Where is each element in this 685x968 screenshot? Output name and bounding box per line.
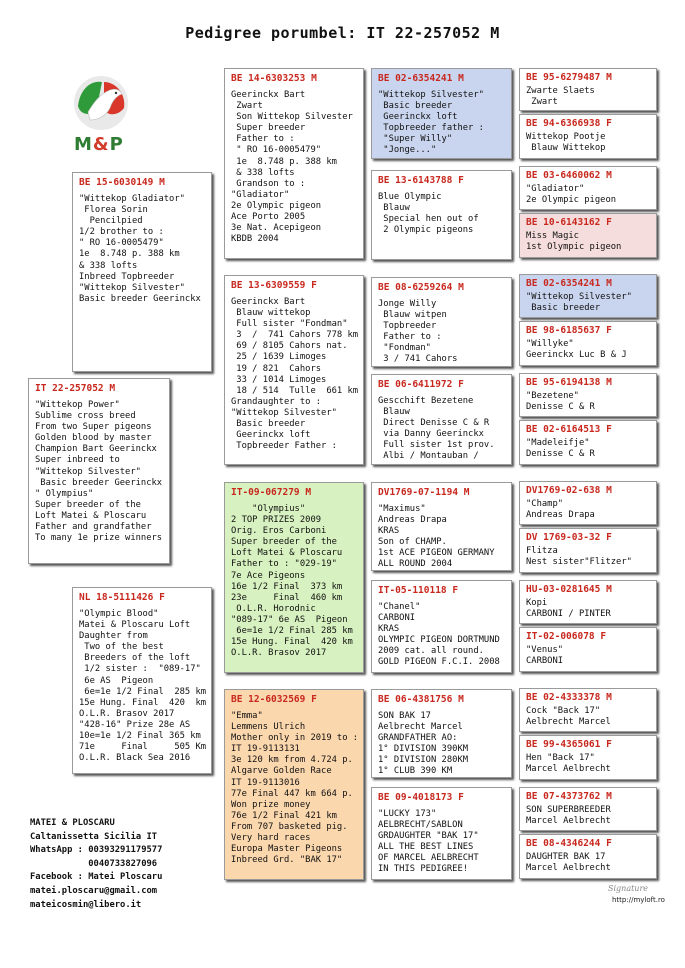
ring-number: NL 18-5111426 F	[79, 592, 165, 603]
pigeon-description: DAUGHTER BAK 17 Marcel Aelbrecht	[526, 852, 611, 874]
pigeon-description: "Emma" Lemmens Ulrich Mother only in 2019 to : IT 19-9113131 3e 120 km from 4.724 p. Algarve Golden Race IT 19-9113016 77e Final 447 km 664 p. Won prize money 76e 1/2 Final 421 km From 707 basketed pig. Very hard races Europa Master Pigeons Inbreed Grd. "BAK 17"	[231, 711, 359, 866]
ring-number: BE 09-4018173 F	[378, 792, 464, 803]
pigeon-description: "LUCKY 173" AELBRECHT/SABLON GRDAUGHTER "BAK 17" ALL THE BEST LINES OF MARCEL AELBRECHT IN THIS PEDIGREE!	[378, 809, 479, 875]
ring-number: BE 95-6194138 M	[526, 377, 612, 388]
gg-grandparent-card	[519, 735, 657, 780]
great-grandparent-card	[371, 580, 512, 673]
ring-number: BE 15-6030149 M	[79, 177, 165, 188]
contact-whatsapp-2: 0040733827096	[30, 858, 158, 869]
great-grandparent-card	[371, 277, 512, 367]
great-grandparent-card	[371, 689, 512, 778]
ring-number: DV1769-07-1194 M	[378, 487, 470, 498]
pigeon-description: Cock "Back 17" Aelbrecht Marcel	[526, 706, 611, 728]
pigeon-description: "Chanel" CARBONI KRAS OLYMPIC PIGEON DORTMUND 2009 cat. all round. GOLD PIGEON F.C.I. 2008	[378, 602, 500, 668]
contact-whatsapp: WhatsApp : 00393291179577	[30, 845, 163, 856]
contact-name: MATEI & PLOSCARU	[30, 818, 115, 828]
gg-grandparent-card	[519, 787, 657, 831]
pigeon-description: "Venus" CARBONI	[526, 645, 564, 667]
ring-number: BE 06-6411972 F	[378, 379, 464, 390]
pigeon-description: "Olympius" 2 TOP PRIZES 2009 Orig. Eros Carboni Super breeder of the Loft Matei & Ploscaru Father to : "029-19" 7e Ace Pigeons 16e 1/2 Final 373 km 23e Final 460 km O.L.R. Horodnic "089-17" 6e AS Pigeon 6e=1e 1/2 Final 285 km 15e Hung. Final 420 km O.L.R. Brasov 2017	[231, 504, 353, 659]
website-url[interactable]: http://myloft.ro	[612, 896, 665, 904]
pigeon-description: "Madeleifje" Denisse C & R	[526, 438, 595, 460]
pigeon-description: Miss Magic 1st Olympic pigeon	[526, 231, 622, 253]
ring-number: BE 06-4381756 M	[378, 694, 464, 705]
great-grandparent-card	[371, 68, 512, 159]
pigeon-description: Hen "Back 17" Marcel Aelbrecht	[526, 753, 611, 775]
ring-number: HU-03-0281645 M	[526, 584, 612, 595]
gg-grandparent-card	[519, 274, 657, 318]
grandparent-card	[224, 482, 364, 673]
dam-card	[72, 587, 212, 774]
gg-grandparent-card	[519, 420, 657, 465]
contact-email-2[interactable]: mateicosmin@libero.it	[30, 899, 142, 910]
gg-grandparent-card	[519, 528, 657, 573]
ring-number: BE 14-6303253 M	[231, 73, 317, 84]
ring-number: BE 10-6143162 F	[526, 217, 612, 228]
contact-location: Caltanissetta Sicilia IT	[30, 831, 158, 842]
ring-number: DV 1769-03-32 F	[526, 532, 612, 543]
ring-number: BE 13-6143788 F	[378, 175, 464, 186]
pigeon-description: "Gladiator" 2e Olympic pigeon	[526, 184, 617, 206]
gg-grandparent-card	[519, 213, 657, 258]
ring-number: BE 95-6279487 M	[526, 72, 612, 83]
pigeon-description: Blue Olympic Blauw Special hen out of 2 Olympic pigeons	[378, 192, 479, 236]
page-title: Pedigree porumbel: IT 22-257052 M	[185, 24, 500, 42]
gg-grandparent-card	[519, 481, 657, 525]
pigeon-description: Geerinckx Bart Blauw wittekop Full sister "Fondman" 3 / 741 Cahors 778 km 69 / 8105 Cahors nat. 25 / 1639 Limoges 19 / 821 Cahors 33 / 1014 Limoges 18 / 514 Tulle 661 km Grandaughter to : "Wittekop Silvester" Basic breeder Geerinckx loft Topbreeder Father :	[231, 297, 359, 452]
pigeon-description: Jonge Willy Blauw witpen Topbreeder Father to : "Fondman" 3 / 741 Cahors	[378, 299, 458, 365]
contact-block	[30, 817, 162, 912]
ring-number: IT-09-067279 M	[231, 487, 312, 498]
gg-grandparent-card	[519, 688, 657, 732]
contact-email-1[interactable]: matei.ploscaru@gmail.com	[30, 885, 158, 896]
ring-number: BE 02-6164513 F	[526, 424, 612, 435]
logo-ampersand: &	[92, 134, 110, 155]
ring-number: DV1769-02-638 M	[526, 485, 612, 496]
pigeon-description: "Champ" Andreas Drapa	[526, 499, 595, 521]
gg-grandparent-card	[519, 321, 657, 366]
gg-grandparent-card	[519, 68, 657, 111]
pigeon-subject-card	[28, 378, 170, 564]
gg-grandparent-card	[519, 114, 657, 159]
great-grandparent-card	[371, 482, 512, 571]
ring-number: BE 02-6354241 M	[378, 73, 464, 84]
ring-number: BE 03-6460062 M	[526, 170, 612, 181]
ring-number: BE 07-4373762 M	[526, 791, 612, 802]
logo-icon	[70, 72, 132, 134]
pigeon-description: "Bezetene" Denisse C & R	[526, 391, 595, 413]
ring-number: BE 13-6309559 F	[231, 280, 317, 291]
pigeon-description: "Wittekop Silvester" Basic breeder	[526, 292, 632, 314]
logo-text	[74, 134, 124, 155]
sire-card	[72, 172, 212, 372]
pigeon-description: Zwarte Slaets Zwart	[526, 86, 595, 108]
ring-number: IT 22-257052 M	[35, 383, 116, 394]
pigeon-description: Gescchift Bezetene Blauw Direct Denisse C & R via Danny Geerinckx Full sister 1st prov. Albi / Montauban /	[378, 396, 495, 462]
gg-grandparent-card	[519, 373, 657, 417]
ring-number: BE 99-4365061 F	[526, 739, 612, 750]
pigeon-description: Flitza Nest sister"Flitzer"	[526, 546, 632, 568]
grandparent-card	[224, 275, 364, 465]
ring-number: IT-02-006078 F	[526, 631, 607, 642]
great-grandparent-card	[371, 787, 512, 880]
pigeon-description: "Wittekop Gladiator" Florea Sorin Pencilpied 1/2 brother to : " RO 16-0005479" 1e 8.748 p. 388 km & 338 lofts Inbreed Topbreeder "Wittekop Silvester" Basic breeder Geerinckx	[79, 194, 201, 304]
pigeon-description: Kopi CARBONI / PINTER	[526, 598, 611, 620]
ring-number: BE 98-6185637 F	[526, 325, 612, 336]
signature: Signature	[608, 884, 649, 893]
great-grandparent-card	[371, 170, 512, 260]
pigeon-description: Wittekop Pootje Blauw Wittekop	[526, 132, 606, 154]
grandparent-card	[224, 689, 364, 880]
ring-number: BE 94-6366938 F	[526, 118, 612, 129]
pigeon-description: SON SUPERBREEDER Marcel Aelbrecht	[526, 805, 611, 827]
logo-p: P	[109, 134, 124, 155]
gg-grandparent-card	[519, 166, 657, 210]
pigeon-description: Geerinckx Bart Zwart Son Wittekop Silvester Super breeder Father to : " RO 16-0005479" 1e 8.748 p. 388 km & 338 lofts Grandson to : "Gladiator" 2e Olympic pigeon Ace Porto 2005 3e Nat. Acepigeon KBDB 2004	[231, 90, 353, 245]
ring-number: BE 02-4333378 M	[526, 692, 612, 703]
pigeon-description: SON BAK 17 Aelbrecht Marcel GRANDFATHER AO: 1° DIVISION 390KM 1° DIVISION 280KM 1° CLUB 390 KM	[378, 711, 469, 777]
gg-grandparent-card	[519, 834, 657, 879]
pigeon-description: "Wittekop Power" Sublime cross breed From two Super pigeons Golden blood by master Champion Bart Geerinckx Super inbreed to "Wittekop Silvester" Basic breeder Geerinckx " Olympius" Super breeder of the Loft Matei & Ploscaru Father and grandfather To many 1e prize winners	[35, 400, 163, 544]
pigeon-description: "Wittekop Silvester" Basic breeder Geerinckx loft Topbreeder father : "Super Willy" "Jonge..."	[378, 90, 484, 156]
pigeon-description: "Olympic Blood" Matei & Ploscaru Loft Daughter from Two of the best Breeders of the loft 1/2 sister : "089-17" 6e AS Pigeon 6e=1e 1/2 Final 285 km 15e Hung. Final 420 km O.L.R. Brasov 2017 "428-16" Prize 28e AS 10e=1e 1/2 Final 365 km 71e Final 505 Km O.L.R. Black Sea 2016	[79, 609, 207, 764]
contact-facebook: Facebook : Matei Ploscaru	[30, 872, 163, 883]
pigeon-description: "Willyke" Geerinckx Luc B & J	[526, 339, 627, 361]
pigeon-description: "Maximus" Andreas Drapa KRAS Son of CHAMP. 1st ACE PIGEON GERMANY ALL ROUND 2004	[378, 504, 495, 570]
gg-grandparent-card	[519, 627, 657, 672]
gg-grandparent-card	[519, 580, 657, 624]
ring-number: BE 08-4346244 F	[526, 838, 612, 849]
grandparent-card	[224, 68, 364, 259]
logo-m: M	[74, 134, 93, 155]
ring-number: BE 02-6354241 M	[526, 278, 612, 289]
great-grandparent-card	[371, 374, 512, 465]
ring-number: BE 08-6259264 M	[378, 282, 464, 293]
ring-number: BE 12-6032569 F	[231, 694, 317, 705]
ring-number: IT-05-110118 F	[378, 585, 459, 596]
